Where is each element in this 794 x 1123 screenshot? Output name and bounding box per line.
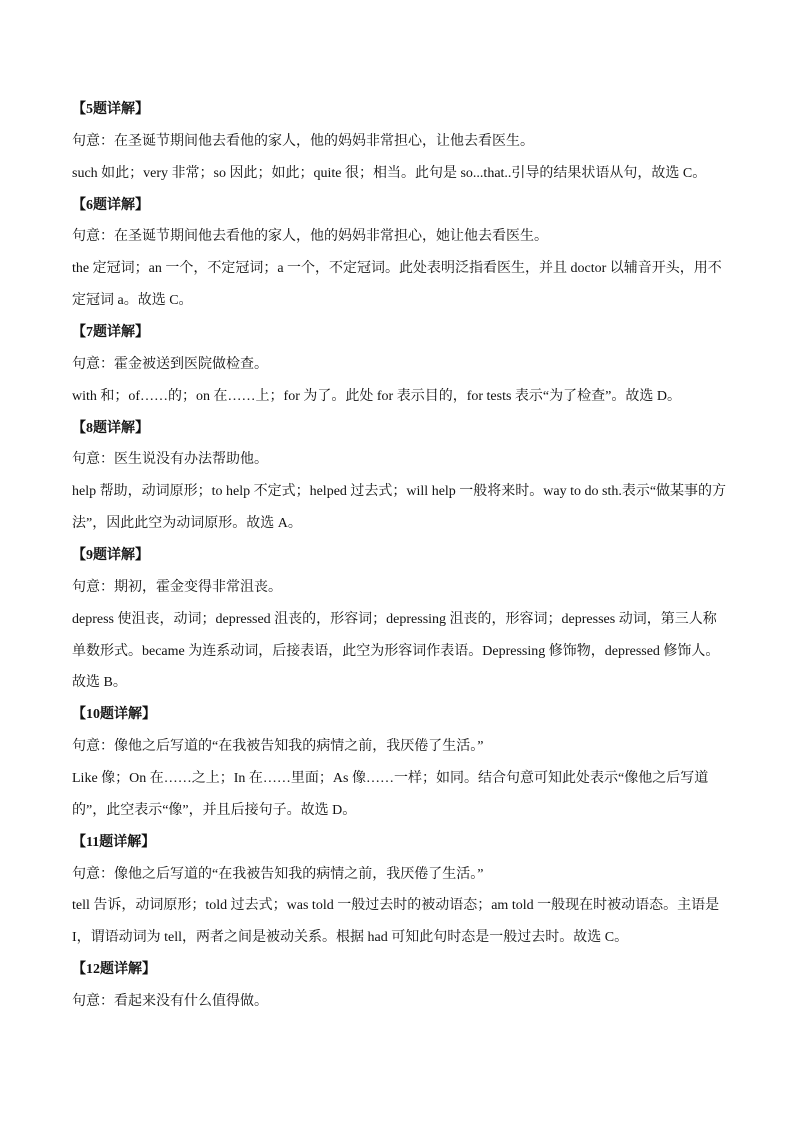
explanation-line: 法”，因此此空为动词原形。故选 A。	[72, 516, 302, 532]
question-explanation-8	[72, 413, 762, 540]
sentence-meaning-line: 句意：在圣诞节期间他去看他的家人，他的妈妈非常担心，她让他去看医生。	[72, 229, 548, 245]
sentence-meaning-line: 句意：霍金被送到医院做检查。	[72, 356, 268, 372]
question-explanation-6	[72, 190, 762, 317]
explanation-line: 单数形式。became 为连系动词，后接表语，此空为形容词作表语。Depressing 修饰物，depressed 修饰人。	[72, 643, 720, 659]
explanation-line: I，谓语动词为 tell，两者之间是被动关系。根据 had 可知此句时态是一般过去时。故选 C。	[72, 930, 629, 946]
section-heading: 【7题详解】	[72, 325, 149, 341]
explanation-line: 的”，此空表示“像”，并且后接句子。故选 D。	[72, 802, 357, 818]
section-heading: 【12题详解】	[72, 962, 156, 978]
section-heading: 【5题详解】	[72, 102, 149, 117]
question-explanation-11	[72, 827, 762, 954]
question-explanation-7	[72, 317, 762, 413]
section-heading: 【10题详解】	[72, 707, 156, 723]
sentence-meaning-line: 句意：期初，霍金变得非常沮丧。	[72, 579, 282, 595]
sentence-meaning-line: 句意：医生说没有办法帮助他。	[72, 452, 268, 468]
explanation-line: 故选 B。	[72, 675, 127, 691]
explanation-line: such 如此；very 非常；so 因此；如此；quite 很；相当。此句是 so...that..引导的结果状语从句，故选 C。	[72, 165, 707, 181]
question-explanation-9	[72, 540, 762, 699]
sentence-meaning-line: 句意：看起来没有什么值得做。	[72, 994, 268, 1010]
explanation-line: depress 使沮丧，动词；depressed 沮丧的，形容词；depressing 沮丧的，形容词；depresses 动词，第三人称	[72, 611, 717, 627]
explanation-line: with 和；of……的；on 在……上；for 为了。此处 for 表示目的，for tests 表示“为了检查”。故选 D。	[72, 388, 681, 404]
sentence-meaning-line: 句意：在圣诞节期间他去看他的家人，他的妈妈非常担心，让他去看医生。	[72, 133, 534, 149]
section-heading: 【8题详解】	[72, 420, 149, 436]
document-body	[72, 94, 762, 1018]
section-heading: 【9题详解】	[72, 548, 149, 564]
explanation-line: 定冠词 a。故选 C。	[72, 293, 193, 309]
question-explanation-10	[72, 699, 762, 826]
section-heading: 【6题详解】	[72, 197, 149, 213]
question-explanation-12	[72, 954, 762, 1018]
explanation-line: tell 告诉，动词原形；told 过去式；was told 一般过去时的被动语态；am told 一般现在时被动语态。主语是	[72, 898, 720, 914]
question-explanation-5	[72, 94, 762, 190]
explanation-line: help 帮助，动词原形；to help 不定式；helped 过去式；will help 一般将来时。way to do sth.表示“做某事的方	[72, 484, 727, 500]
explanation-line: the 定冠词；an 一个，不定冠词；a 一个，不定冠词。此处表明泛指看医生，并且 doctor 以辅音开头，用不	[72, 261, 722, 277]
section-heading: 【11题详解】	[72, 834, 156, 850]
explanation-line: Like 像；On 在……之上；In 在……里面；As 像……一样；如同。结合句意可知此处表示“像他之后写道	[72, 771, 709, 787]
sentence-meaning-line: 句意：像他之后写道的“在我被告知我的病情之前，我厌倦了生活。”	[72, 739, 484, 755]
sentence-meaning-line: 句意：像他之后写道的“在我被告知我的病情之前，我厌倦了生活。”	[72, 866, 484, 882]
